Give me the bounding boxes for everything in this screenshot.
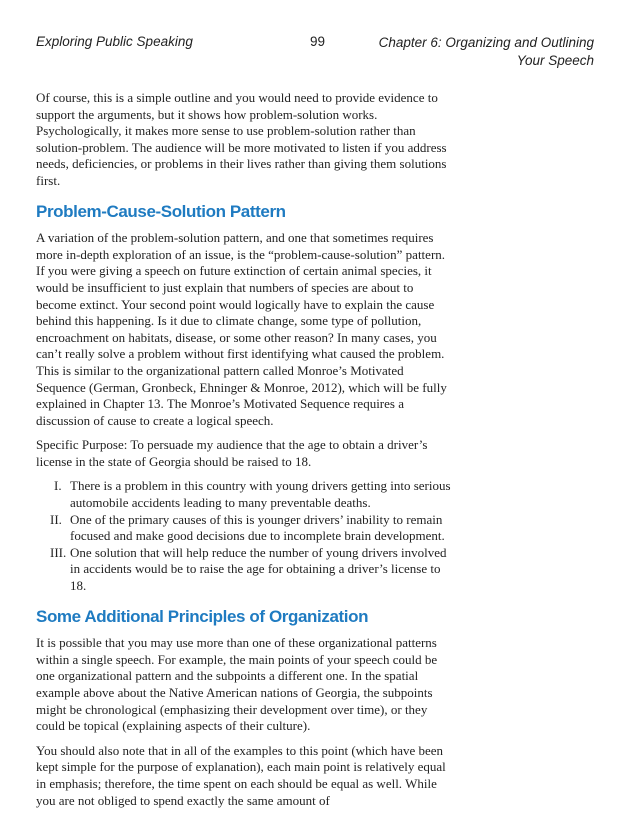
book-title: Exploring Public Speaking [36, 34, 193, 49]
body-paragraph: A variation of the problem-solution pattern, and one that sometimes requires more in-depth exploration of an issue, is the “problem-cause-solution” pattern. If you were giving a speech on future extinction of certain animal species, it would be insufficient to just explain that numbers of species are about to become extinct. Your second point would logically have to explain the cause behind this happening. Is it due to climate change, some type of pollution, encroachment on habitats, disease, or some other reason? In many cases, you can’t really solve a problem without first identifying what caused the problem. This is similar to the organizational pattern called Monroe’s Motivated Sequence (German, Gronbeck, Ehninger & Monroe, 2012), which will be fully explained in Chapter 13. The Monroe’s Motivated Sequence requires a discussion of cause to create a logical speech. [36, 230, 447, 428]
outline-numeral: II. [50, 511, 62, 527]
outline-text: One of the primary causes of this is younger drivers’ inability to remain focused and make good decisions due to incomplete brain development. [70, 511, 445, 544]
outline-item [36, 512, 456, 545]
outline-item [36, 478, 456, 511]
chapter-title [379, 34, 594, 70]
specific-purpose: Specific Purpose: To persuade my audience that the age to obtain a driver’s license in the state of Georgia should be raised to 18. [36, 437, 428, 469]
section-heading-additional-principles: Some Additional Principles of Organization [36, 606, 369, 626]
chapter-title-line2: Your Speech [516, 53, 594, 68]
outline-item [36, 545, 456, 595]
page-body [36, 90, 456, 817]
body-paragraph: You should also note that in all of the examples to this point (which have been kept simple for the purpose of explanation), each main point is relatively equal in emphasis; therefore, the time spent on each should be equal as well. While you are not obliged to spend exactly the same amount of [36, 742, 446, 808]
intro-paragraph: Of course, this is a simple outline and you would need to provide evidence to support the arguments, but it shows how problem-solution works. Psychologically, it makes more sense to use problem-solution rather than solution-problem. The audience will be more motivated to listen if you address needs, deficiencies, or problems in their lives rather than giving them solutions first. [36, 90, 447, 188]
section-heading-problem-cause-solution: Problem-Cause-Solution Pattern [36, 201, 286, 221]
chapter-title-line1: Chapter 6: Organizing and Outlining [378, 35, 594, 50]
speech-outline [36, 478, 456, 594]
outline-numeral: III. [50, 544, 67, 560]
outline-numeral: I. [54, 478, 62, 494]
outline-text: One solution that will help reduce the number of young drivers involved in accidents would be to raise the age for obtaining a driver’s license to 18. [70, 544, 447, 594]
body-paragraph: It is possible that you may use more than one of these organizational patterns within a single speech. For example, the main points of your speech could be one organizational pattern and the subpoints a different one. In the spatial example above about the Native American nations of Georgia, the subpoints might be chronological (emphasizing their development over time), or they could be topical (explaining aspects of their culture). [36, 635, 438, 734]
outline-text: There is a problem in this country with young drivers getting into serious automobile accidents leading to many preventable deaths. [70, 478, 451, 511]
page-number: 99 [310, 34, 326, 49]
